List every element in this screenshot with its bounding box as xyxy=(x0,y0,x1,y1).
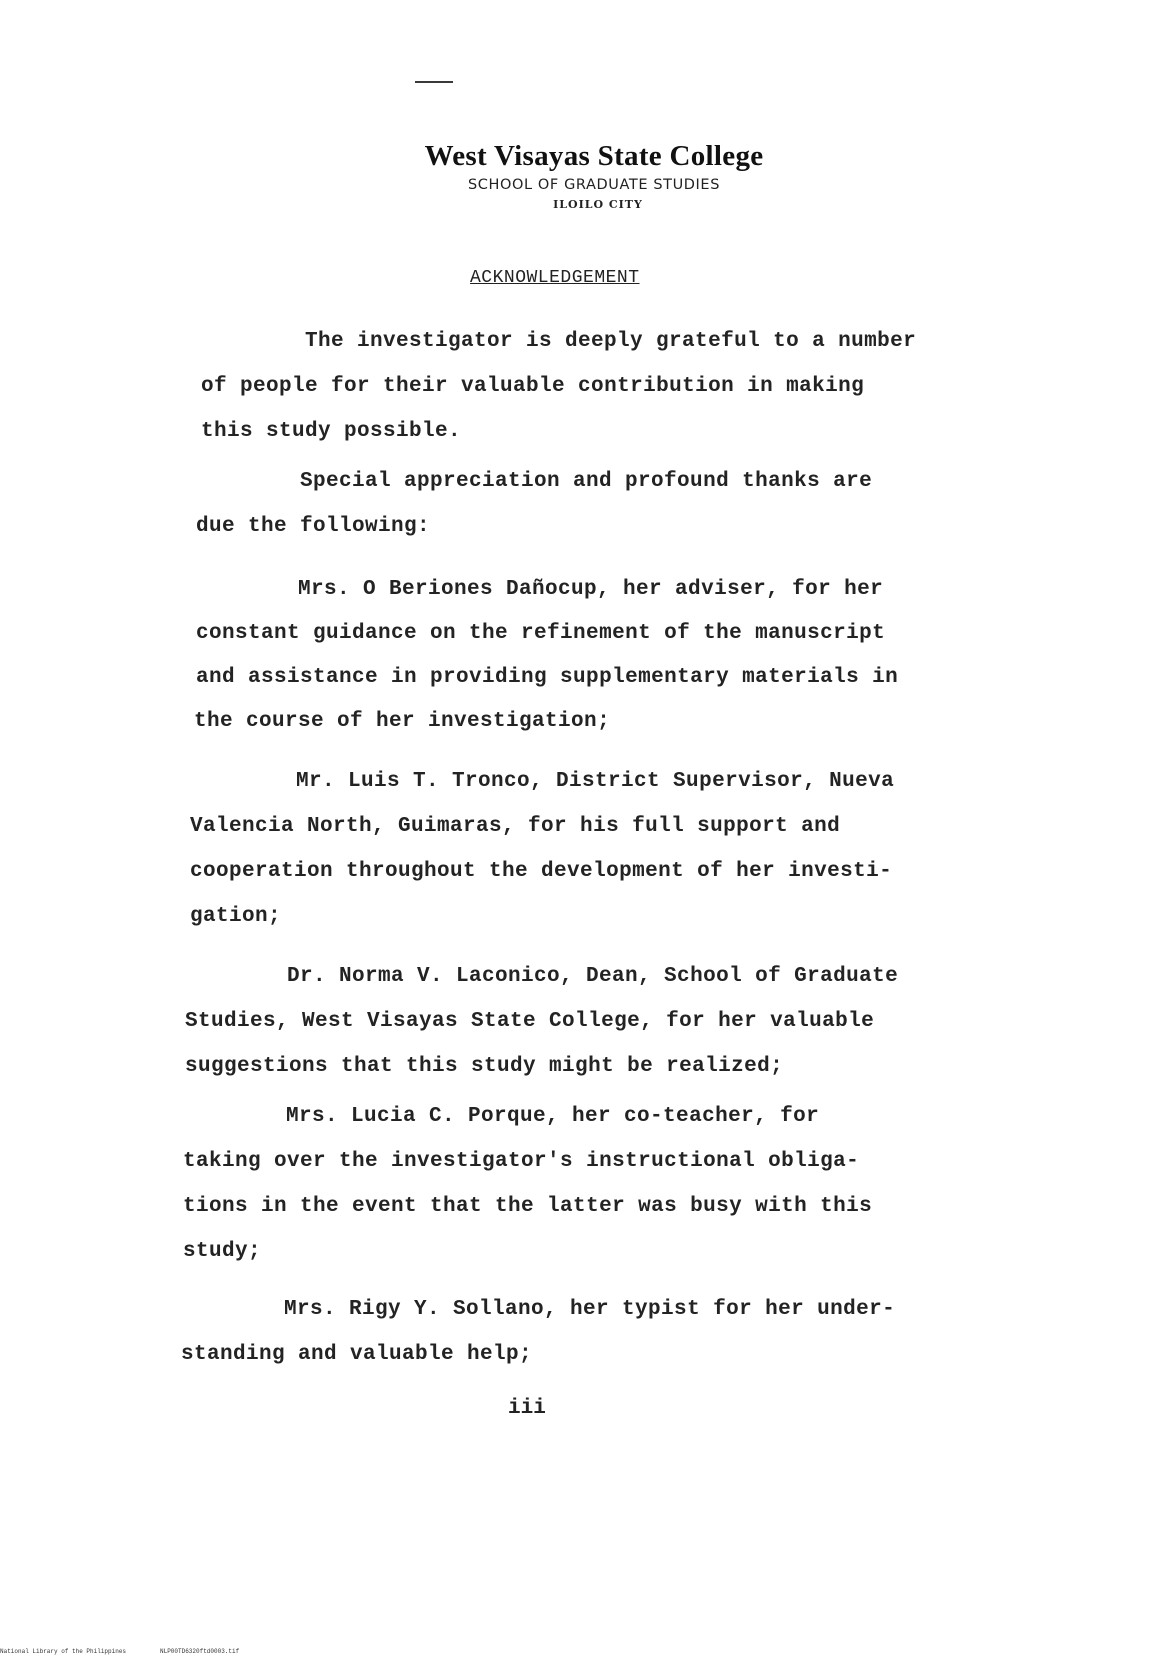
body-line: study; xyxy=(183,1240,262,1263)
body-line: the course of her investigation; xyxy=(194,710,611,733)
body-line: Mrs. Rigy Y. Sollano, her typist for her under- xyxy=(284,1298,896,1321)
body-line: of people for their valuable contribution in making xyxy=(201,375,865,398)
page-number: iii xyxy=(508,1397,546,1420)
letterhead-institution: West Visayas State College xyxy=(424,140,764,172)
body-line: Studies, West Visayas State College, for her valuable xyxy=(185,1010,875,1033)
body-line: suggestions that this study might be realized; xyxy=(185,1055,784,1078)
body-line: due the following: xyxy=(196,515,431,538)
body-line: Special appreciation and profound thanks are xyxy=(300,470,873,493)
body-line: standing and valuable help; xyxy=(181,1343,533,1366)
body-line: Mrs. Lucia C. Porque, her co-teacher, for xyxy=(286,1105,820,1128)
body-line: taking over the investigator's instructional obliga- xyxy=(183,1150,860,1173)
body-line: constant guidance on the refinement of the manuscript xyxy=(196,622,886,645)
letterhead-city: ILOILO CITY xyxy=(553,198,643,211)
page-heading: ACKNOWLEDGEMENT xyxy=(470,268,640,288)
body-line: gation; xyxy=(190,905,282,928)
body-line: Dr. Norma V. Laconico, Dean, School of Graduate xyxy=(287,965,899,988)
body-line: The investigator is deeply grateful to a number xyxy=(305,330,917,353)
body-line: Mrs. O Beriones Dañocup, her adviser, for her xyxy=(298,578,884,601)
body-line: Valencia North, Guimaras, for his full support and xyxy=(190,815,841,838)
footer-library: National Library of the Philippines xyxy=(0,1648,127,1655)
top-mark xyxy=(415,81,453,83)
body-line: this study possible. xyxy=(201,420,462,443)
body-line: cooperation throughout the development of her investi- xyxy=(190,860,893,883)
body-line: and assistance in providing supplementary materials in xyxy=(196,666,899,689)
body-line: tions in the event that the latter was busy with this xyxy=(183,1195,873,1218)
body-line: Mr. Luis T. Tronco, District Supervisor, Nueva xyxy=(296,770,895,793)
letterhead-school: SCHOOL OF GRADUATE STUDIES xyxy=(467,177,721,193)
footer-file: NLP00TD6320ftd0003.tif xyxy=(160,1648,240,1655)
